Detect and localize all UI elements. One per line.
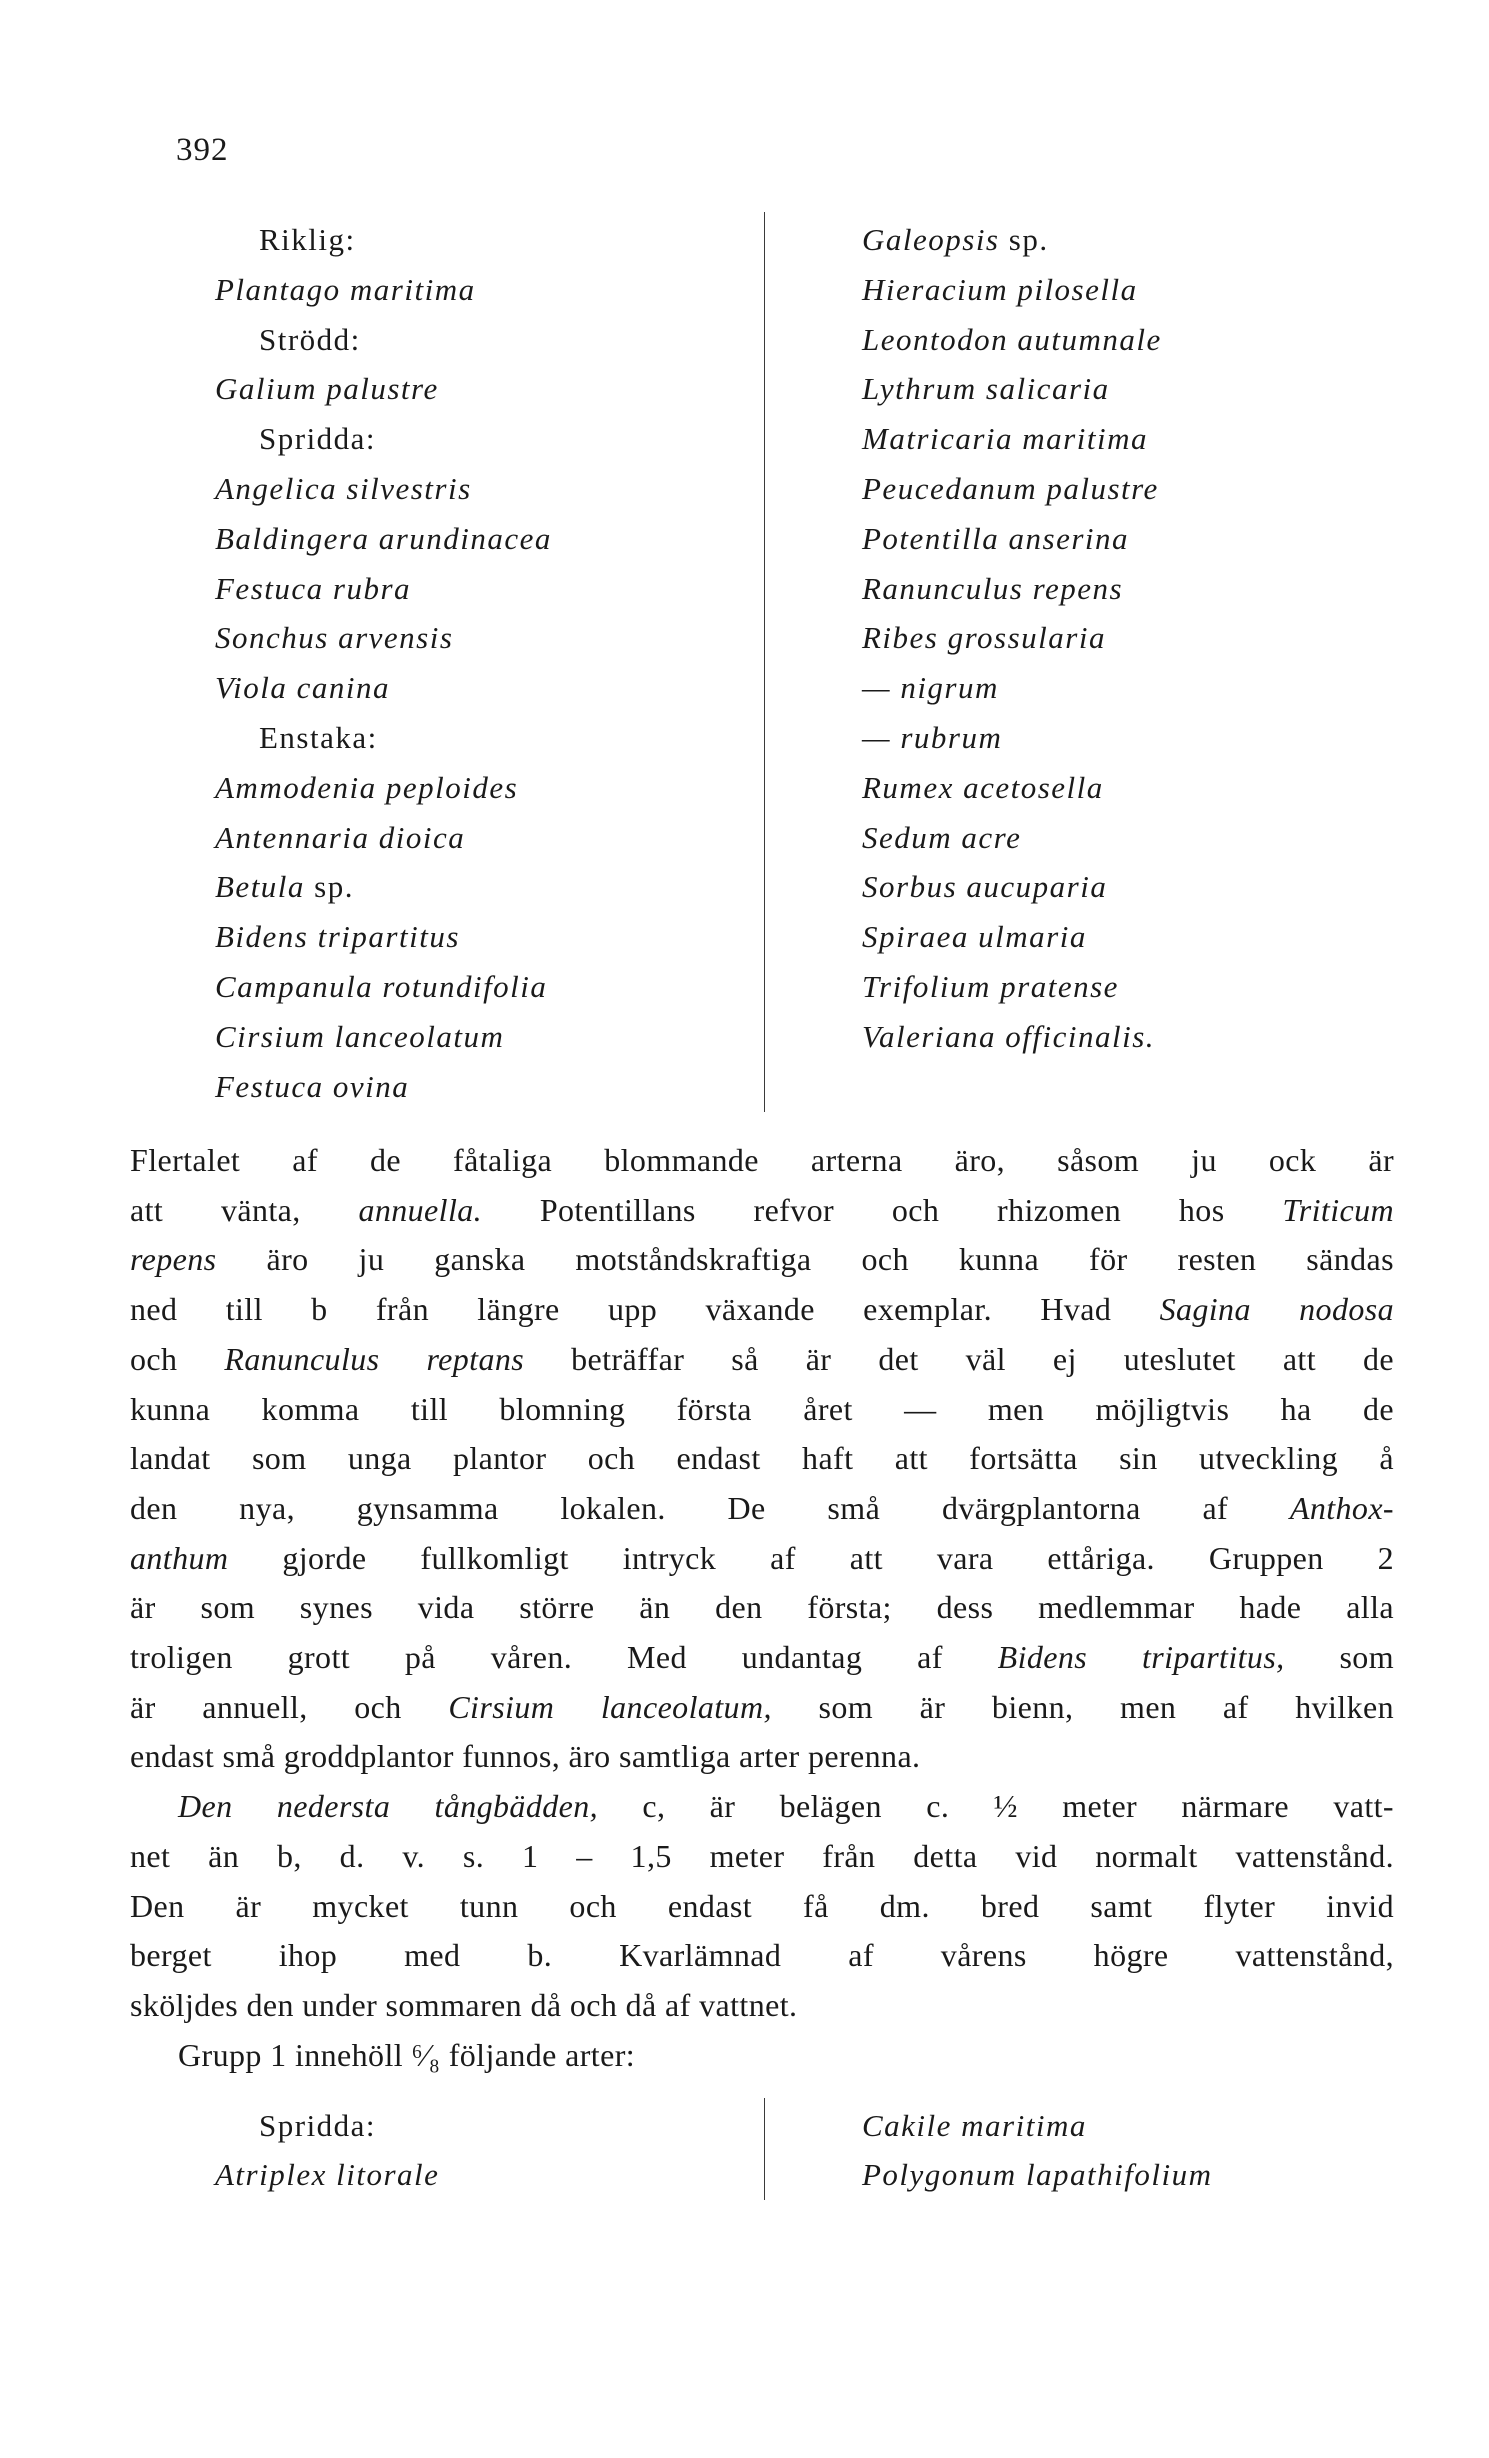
species-name [862,720,1002,756]
italic-term: Bidens tripartitus, [997,1639,1285,1675]
text-line [130,1391,1394,1441]
species-text: Ammodenia peploides [215,769,519,805]
species-text: Plantago maritima [215,271,476,307]
text-run: som är bienn, men af hvilken [771,1688,1394,1725]
species-name [215,371,439,407]
text-line [130,1341,1394,1391]
species-text: Galeopsis [862,222,1000,257]
text-run: beträffar så är det väl ej uteslutet att de [524,1340,1394,1377]
species-text: Ribes grossularia [862,620,1106,656]
species-text: Polygonum lapathifolium [862,2157,1213,2192]
text-run: Potentillans refvor och rhizomen hos [482,1191,1283,1228]
text-line [130,1241,1394,1291]
italic-term: repens [130,1241,217,1278]
italic-term: Den nedersta tångbädden, [178,1788,599,1825]
text-run: att vänta, [130,1191,359,1228]
text-line [130,1838,1394,1888]
text-run: berget ihop med b. Kvarlämnad af vårens högre vattenstånd, [130,1937,1394,1974]
species-name [862,421,1148,457]
text-line [130,1689,1394,1739]
species-name [862,222,1049,258]
frequency-heading [259,720,378,756]
species-text: Trifolium pratense [862,969,1119,1004]
column-divider [764,212,765,1112]
species-text: Angelica silvestris [215,471,472,506]
text-line [130,1291,1394,1341]
species-text: Festuca rubra [215,570,412,606]
text-line [130,1937,1394,1987]
species-text: Festuca ovina [215,1068,410,1104]
species-name [862,770,1104,806]
species-name [215,820,465,856]
species-name [862,2157,1213,2193]
species-text: Betula [215,869,305,905]
species-text: Lythrum salicaria [862,371,1110,407]
text-run: Den är mycket tunn och endast få dm. bred samt flyter invid [130,1887,1394,1924]
species-name [215,471,472,507]
species-name [215,770,518,806]
species-text: Cakile maritima [862,2108,1087,2143]
species-suffix: sp. [304,869,354,905]
text-run: endast små groddplantor funnos, äro samtliga arter perenna. [130,1738,921,1775]
text-run: kunna komma till blomning första året — men möjligtvis ha de [130,1390,1394,1427]
species-name [862,2108,1087,2144]
species-text: Rumex acetosella [862,769,1104,805]
species-text: Peucedanum palustre [862,471,1159,506]
species-name [215,869,354,905]
species-name [862,820,1021,856]
frequency-heading [259,322,361,358]
text-line [130,1738,1394,1788]
species-name [215,1019,504,1055]
species-text: Spridda: [259,2108,377,2143]
species-text: Sonchus arvensis [215,620,454,656]
text-run: sköljdes den under sommaren då och då af vattnet. [130,1986,798,2023]
species-text: Campanula rotundifolia [215,969,548,1004]
species-text: Hieracium pilosella [862,271,1138,307]
species-text: Valeriana officinalis. [862,1018,1156,1054]
italic-term: Anthox- [1289,1489,1394,1526]
species-name [215,2157,439,2193]
text-run: Grupp 1 innehöll ⁶⁄₈ följande arter: [178,2036,636,2073]
species-text: Cirsium lanceolatum [215,1018,505,1054]
text-line [130,1440,1394,1490]
text-line [178,1788,1394,1838]
species-text: Spridda: [259,421,377,457]
species-name [862,371,1110,407]
text-run: c, är belägen c. ½ meter närmare vatt- [598,1788,1394,1825]
species-text: Strödd: [259,321,361,357]
italic-term: Cirsium lanceolatum, [448,1688,772,1725]
species-text: Potentilla anserina [862,520,1130,556]
text-line [130,1987,1394,2037]
species-text: Sedum acre [862,819,1022,855]
species-name [215,969,547,1005]
text-line [130,1639,1394,1689]
species-name [215,670,390,706]
species-text: Bidens tripartitus [215,919,460,955]
text-run: landat som unga plantor och endast haft att fortsätta sin utveckling å [130,1440,1394,1477]
text-run: net än b, d. v. s. 1 – 1,5 meter från detta vid normalt vattenstånd. [130,1837,1394,1874]
text-run: och [130,1340,225,1377]
species-text: — nigrum [862,670,999,706]
species-name [862,620,1106,656]
species-name [862,322,1162,358]
species-text: Sorbus aucuparia [862,869,1108,905]
text-line [130,1888,1394,1938]
species-name [862,272,1138,308]
italic-term: Sagina nodosa [1159,1291,1395,1328]
column-divider-2 [764,2098,765,2200]
species-name [862,670,999,706]
species-text: Leontodon autumnale [862,321,1162,357]
page-number: 392 [176,132,229,168]
species-text: Galium palustre [215,371,439,407]
text-run: den nya, gynsamma lokalen. De små dvärgplantorna af [130,1489,1290,1526]
species-name [862,969,1119,1005]
species-suffix: sp. [999,222,1049,257]
species-text: Riklig: [259,222,356,257]
species-text: Spiraea ulmaria [862,919,1087,955]
species-name [862,869,1107,905]
species-name [862,471,1159,507]
species-name [215,620,453,656]
italic-term: anthum [130,1539,229,1576]
species-text: Matricaria maritima [862,421,1148,457]
text-run: Flertalet af de fåtaliga blommande arterna äro, såsom ju ock är [130,1142,1394,1178]
text-run: äro ju ganska motståndskraftiga och kunna för resten sändas [216,1241,1394,1278]
species-text: Ranunculus repens [862,570,1124,606]
species-name [862,521,1129,557]
text-run: är som synes vida större än den första; dess medlemmar hade alla [130,1589,1394,1626]
frequency-heading [259,2108,376,2144]
text-line [130,1192,1394,1242]
species-name [215,571,411,607]
species-name [215,521,552,557]
species-name [215,919,460,955]
species-text: Enstaka: [259,720,378,755]
text-line [130,1490,1394,1540]
species-name [862,571,1123,607]
species-text: Viola canina [215,670,390,706]
species-text: Antennaria dioica [215,819,466,855]
frequency-heading [259,222,356,258]
text-line [130,1540,1394,1590]
text-line [130,1589,1394,1639]
italic-term: Triticum [1282,1191,1394,1228]
species-text: — rubrum [862,720,1003,755]
species-text: Baldingera arundinacea [215,520,552,556]
italic-term: Ranunculus reptans [224,1340,525,1377]
text-run: troligen grott på våren. Med undantag af [130,1639,998,1675]
text-run: som [1284,1639,1394,1675]
text-run: gjorde fullkomligt intryck af att vara ettåriga. Gruppen 2 [228,1539,1394,1576]
species-name [862,919,1087,955]
text-run: ned till b från längre upp växande exemplar. Hvad [130,1291,1160,1328]
species-name [215,272,476,308]
species-name [862,1019,1155,1055]
species-text: Atriplex litorale [215,2157,440,2192]
text-line [178,2037,1394,2087]
frequency-heading [259,421,376,457]
text-line [130,1142,1394,1192]
italic-term: annuella. [358,1191,483,1228]
text-run: är annuell, och [130,1688,449,1725]
species-name [215,1069,409,1105]
